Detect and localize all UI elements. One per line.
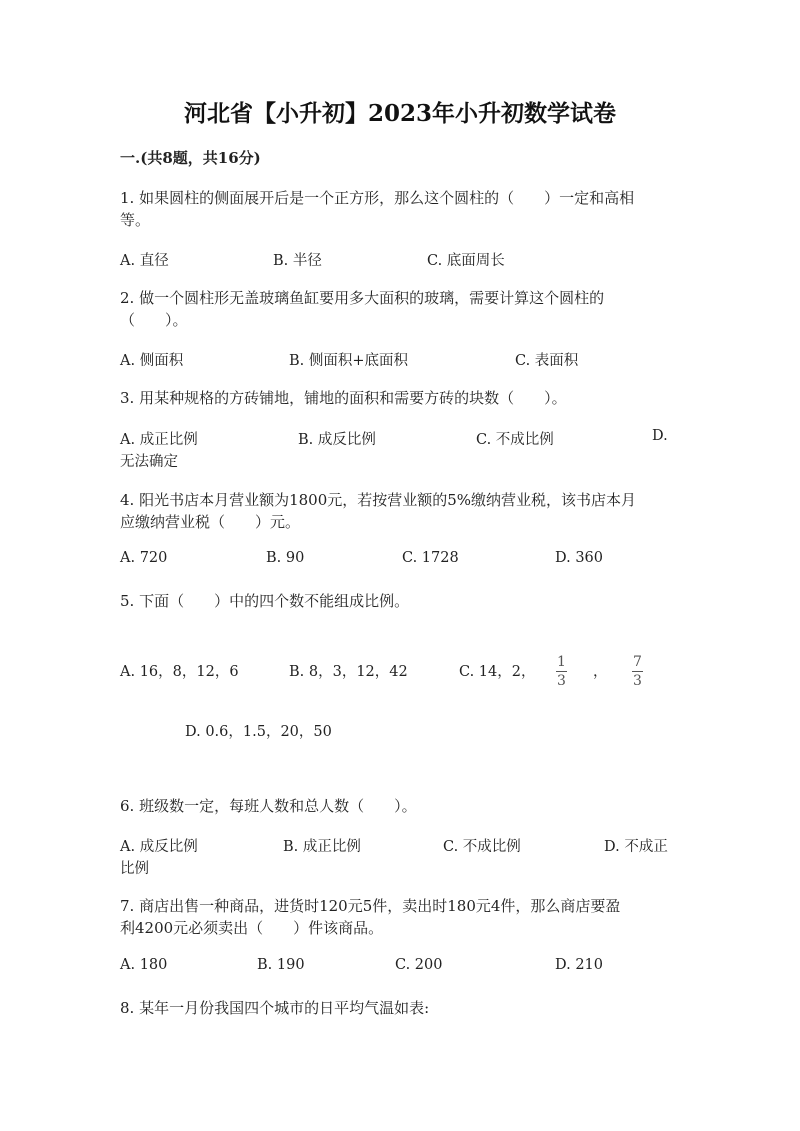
question-1-option-c: C. 底面周长 [427,253,505,269]
question-3-option-c: C. 不成比例 [476,432,554,448]
fraction-seven-thirds [632,654,643,689]
question-4-option-c: C. 1728 [402,550,459,566]
question-2-stem-line1: 2. 做一个圆柱形无盖玻璃鱼缸要用多大面积的玻璃，需要计算这个圆柱的 [120,289,605,307]
fraction-denominator: 3 [557,673,566,689]
question-3-option-b: B. 成反比例 [298,432,376,448]
question-7-stem-line1: 7. 商店出售一种商品，进货时120元5件，卖出时180元4件，那么商店要盈 [120,897,621,915]
question-4-stem-line1: 4. 阳光书店本月营业额为1800元，若按营业额的5%缴纳营业税，该书店本月 [120,491,637,509]
question-6-option-b: B. 成正比例 [283,839,361,855]
question-1-option-a: A. 直径 [120,253,169,269]
question-5-stem-line1: 5. 下面（ ）中的四个数不能组成比例。 [120,592,410,610]
question-4-option-b: B. 90 [266,550,305,566]
fraction-numerator: 7 [633,654,642,670]
fraction-numerator: 1 [557,654,566,670]
question-5-option-c: C. 14，2， [459,664,536,680]
question-7-option-c: C. 200 [395,957,443,973]
question-3-option-d: D. [652,428,668,444]
question-2-option-b: B. 侧面积+底面积 [289,353,409,369]
question-5-option-b: B. 8，3，12，42 [289,664,408,680]
question-1-stem-line2: 等。 [120,211,151,229]
fraction-bar [556,671,567,672]
question-2-option-a: A. 侧面积 [120,353,184,369]
fraction-separator: ， [593,664,608,680]
question-2-stem-line2: （ ）。 [120,311,188,329]
question-8-stem-line1: 8. 某年一月份我国四个城市的日平均气温如表: [120,999,430,1017]
fraction-one-third [556,654,567,689]
exam-title: 河北省【小升初】2023年小升初数学试卷 [183,100,616,127]
question-6-option-c: C. 不成比例 [443,839,521,855]
question-1-option-b: B. 半径 [273,253,322,269]
fraction-denominator: 3 [633,673,642,689]
question-6-option-a: A. 成反比例 [120,839,198,855]
question-4-option-a: A. 720 [120,550,168,566]
question-5-option-d: D. 0.6，1.5，20，50 [185,724,332,740]
section-header: 一.(共8题，共16分) [120,149,261,167]
question-1-stem-line1: 1. 如果圆柱的侧面展开后是一个正方形，那么这个圆柱的（ ）一定和高相 [120,189,635,207]
question-4-option-d: D. 360 [555,550,604,566]
question-7-option-d: D. 210 [555,957,604,973]
question-4-stem-line2: 应缴纳营业税（ ）元。 [120,513,301,531]
question-3-option-a: A. 成正比例 [120,432,198,448]
question-3-option-d-text: 无法确定 [120,454,178,470]
question-2-option-c: C. 表面积 [515,353,579,369]
question-6-option-d: D. 不成正 [604,839,668,855]
question-7-option-a: A. 180 [120,957,168,973]
question-3-stem-line1: 3. 用某种规格的方砖铺地，铺地的面积和需要方砖的块数（ ）。 [120,389,567,407]
question-6-stem-line1: 6. 班级数一定，每班人数和总人数（ ）。 [120,797,417,815]
question-7-option-b: B. 190 [257,957,305,973]
question-5-option-a: A. 16，8，12，6 [120,664,239,680]
question-6-option-d-text: 比例 [120,861,149,877]
question-7-stem-line2: 利4200元必须卖出（ ）件该商品。 [120,919,384,937]
fraction-bar [632,671,643,672]
